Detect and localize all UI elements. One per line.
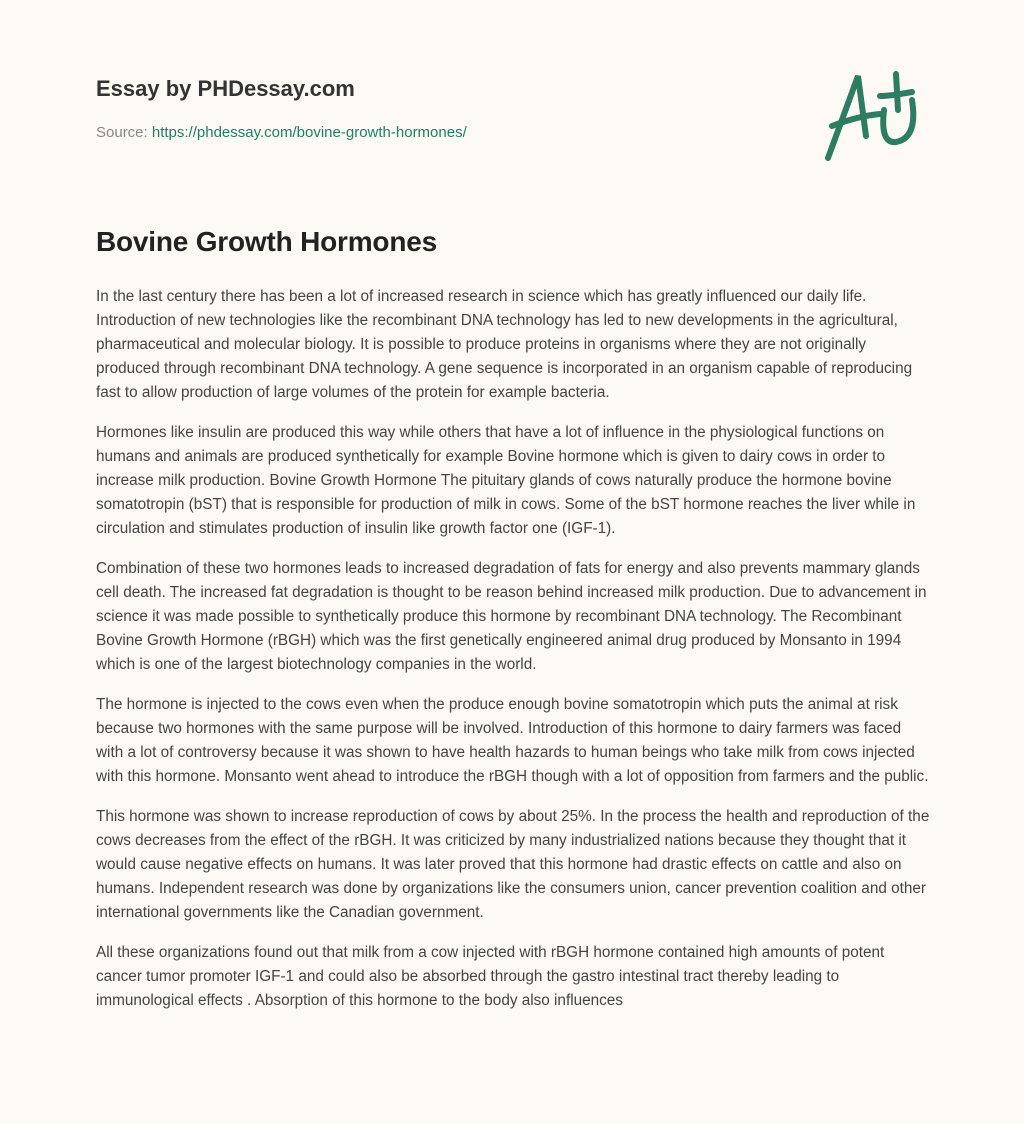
source-line: [96, 124, 467, 141]
site-brand: Essay by PHDessay.com: [96, 76, 355, 101]
paragraph: The hormone is injected to the cows even when the produce enough bovine somatotropin which puts the animal at risk because two hormones with the same purpose will be involved. Introduction of this hormone to dairy farmers was faced with a lot of controversy because it was shown to have health hazards to human beings who take milk from cows injected with this hormone. Monsanto went ahead to introduce the rBGH though with a lot of opposition from farmers and the public.: [96, 696, 929, 785]
a-plus-logo-icon: [818, 66, 928, 166]
article-title: Bovine Growth Hormones: [96, 226, 437, 257]
paragraph: Combination of these two hormones leads to increased degradation of fats for energy and also prevents mammary glands cell death. The increased fat degradation is thought to be reason behind increased milk production. Due to advancement in science it was made possible to synthetically produce this hormone by recombinant DNA technology. The Recombinant Bovine Growth Hormone (rBGH) which was the first genetically engineered animal drug produced by Monsanto in 1994 which is one of the largest biotechnology companies in the world.: [96, 560, 927, 673]
paragraph: This hormone was shown to increase reproduction of cows by about 25%. In the process the health and reproduction of the cows decreases from the effect of the rBGH. It was criticized by many industrialized nations because they thought that it would cause negative effects on humans. It was later proved that this hormone had drastic effects on cattle and also on humans. Independent research was done by organizations like the consumers union, cancer prevention coalition and other international governments like the Canadian government.: [96, 808, 930, 921]
paragraph: In the last century there has been a lot of increased research in science which has greatly influenced our daily life. Introduction of new technologies like the recombinant DNA technology has led to new developments in the agricultural, pharmaceutical and molecular biology. It is possible to produce proteins in organisms where they are not originally produced through recombinant DNA technology. A gene sequence is incorporated in an organism capable of reproducing fast to allow production of large volumes of the protein for example bacteria.: [96, 288, 913, 401]
source-label: Source:: [96, 124, 148, 141]
paragraph: All these organizations found out that milk from a cow injected with rBGH hormone contained high amounts of potent cancer tumor promoter IGF-1 and could also be absorbed through the gastro intestinal tract thereby leading to immunological effects . Absorption of this hormone to the body also influences: [96, 944, 885, 1009]
paragraph: Hormones like insulin are produced this way while others that have a lot of influence in the physiological functions on humans and animals are produced synthetically for example Bovine hormone which is given to dairy cows in order to increase milk production. Bovine Growth Hormone The pituitary glands of cows naturally produce the hormone bovine somatotropin (bST) that is responsible for production of milk in cows. Some of the bST hormone reaches the liver while in circulation and stimulates production of insulin like growth factor one (IGF-1).: [96, 424, 916, 537]
article-body: [96, 285, 932, 1029]
source-link[interactable]: https://phdessay.com/bovine-growth-hormones/: [151, 124, 467, 141]
